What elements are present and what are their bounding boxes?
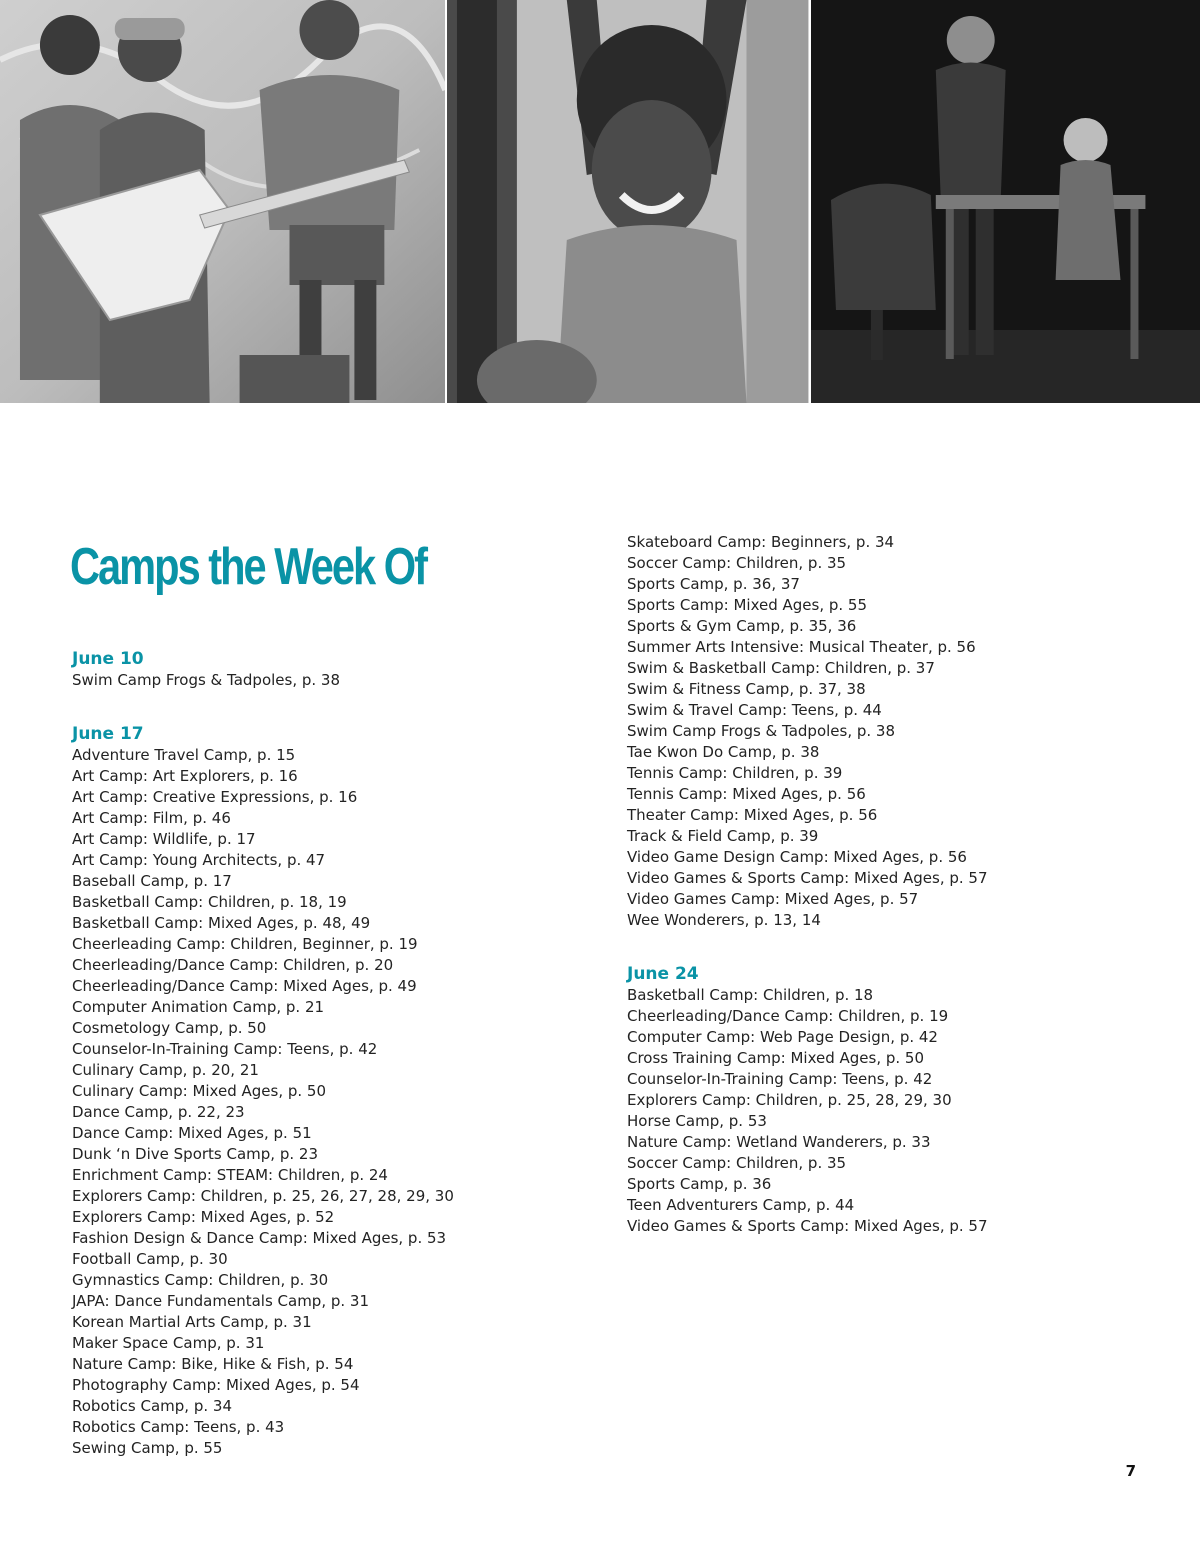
camp-list-item: Soccer Camp: Children, p. 35 [627, 554, 847, 572]
camp-list-item: Video Games & Sports Camp: Mixed Ages, p. 57 [627, 1217, 988, 1235]
camp-list-item: Explorers Camp: Mixed Ages, p. 52 [72, 1208, 335, 1226]
camp-list-item: Photography Camp: Mixed Ages, p. 54 [72, 1376, 360, 1394]
camp-list-item: Swim & Basketball Camp: Children, p. 37 [627, 659, 935, 677]
camp-list-item: Dance Camp: Mixed Ages, p. 51 [72, 1124, 312, 1142]
camp-list-item: Fashion Design & Dance Camp: Mixed Ages, p. 53 [72, 1229, 447, 1247]
camp-list-item: Tae Kwon Do Camp, p. 38 [627, 743, 820, 761]
camp-list-item: Gymnastics Camp: Children, p. 30 [72, 1271, 329, 1289]
camp-list-item: Robotics Camp: Teens, p. 43 [72, 1418, 285, 1436]
camp-list-item: Tennis Camp: Children, p. 39 [627, 764, 843, 782]
photo-teens-guitar [0, 0, 445, 403]
camp-list-item: Computer Animation Camp, p. 21 [72, 998, 325, 1016]
camp-list-item: Maker Space Camp, p. 31 [72, 1334, 265, 1352]
camp-list-item: Computer Camp: Web Page Design, p. 42 [627, 1028, 938, 1046]
camp-list-item: Cheerleading/Dance Camp: Children, p. 20 [72, 956, 394, 974]
camp-list-item: Counselor-In-Training Camp: Teens, p. 42 [72, 1040, 378, 1058]
camp-list-item: Adventure Travel Camp, p. 15 [72, 746, 296, 764]
camp-list-item: Enrichment Camp: STEAM: Children, p. 24 [72, 1166, 388, 1184]
camp-list-item: Sports & Gym Camp, p. 35, 36 [627, 617, 857, 635]
week-heading: June 10 [72, 649, 144, 669]
camp-list-item: Swim & Fitness Camp, p. 37, 38 [627, 680, 866, 698]
camp-list-item: Summer Arts Intensive: Musical Theater, p. 56 [627, 638, 976, 656]
camp-list [627, 985, 1147, 1237]
camp-list-item: Cross Training Camp: Mixed Ages, p. 50 [627, 1049, 925, 1067]
camp-list-item: Sports Camp, p. 36, 37 [627, 575, 800, 593]
week-heading: June 24 [627, 964, 699, 984]
week-section-june-17-continued [627, 532, 1147, 931]
camp-list-item: Nature Camp: Wetland Wanderers, p. 33 [627, 1133, 931, 1151]
camp-list-item: Theater Camp: Mixed Ages, p. 56 [627, 806, 878, 824]
camp-list-item: Wee Wonderers, p. 13, 14 [627, 911, 821, 929]
week-section-june-10 [72, 648, 592, 691]
camp-list [72, 670, 592, 691]
camp-list-item: Swim Camp Frogs & Tadpoles, p. 38 [72, 671, 341, 689]
camp-list-item: Swim & Travel Camp: Teens, p. 44 [627, 701, 882, 719]
camp-list-item: Cosmetology Camp, p. 50 [72, 1019, 267, 1037]
camp-list-item: Soccer Camp: Children, p. 35 [627, 1154, 847, 1172]
photo-teens-guitar-image [0, 0, 445, 403]
camp-list-item: Dunk ‘n Dive Sports Camp, p. 23 [72, 1145, 318, 1163]
camp-list-item: Sewing Camp, p. 55 [72, 1439, 223, 1457]
camp-list-item: Basketball Camp: Mixed Ages, p. 48, 49 [72, 914, 371, 932]
camp-list-item: Culinary Camp, p. 20, 21 [72, 1061, 259, 1079]
camp-list-item: Explorers Camp: Children, p. 25, 28, 29, 30 [627, 1091, 952, 1109]
section-gap [627, 931, 1147, 963]
camp-list-item: Robotics Camp, p. 34 [72, 1397, 232, 1415]
camp-list-item: Korean Martial Arts Camp, p. 31 [72, 1313, 312, 1331]
camp-list [627, 532, 1147, 931]
camp-list-item: Art Camp: Wildlife, p. 17 [72, 830, 256, 848]
camp-list-item: Basketball Camp: Children, p. 18 [627, 986, 874, 1004]
camp-list-item: Tennis Camp: Mixed Ages, p. 56 [627, 785, 866, 803]
week-section-june-17 [72, 723, 592, 1459]
camp-list-item: Counselor-In-Training Camp: Teens, p. 42 [627, 1070, 933, 1088]
camp-list-item: Video Game Design Camp: Mixed Ages, p. 56 [627, 848, 967, 866]
camp-list [72, 745, 592, 1459]
photo-strip [0, 0, 1200, 403]
camp-list-item: Nature Camp: Bike, Hike & Fish, p. 54 [72, 1355, 354, 1373]
left-column [72, 648, 592, 1459]
camp-list-item: Explorers Camp: Children, p. 25, 26, 27, 28, 29, 30 [72, 1187, 454, 1205]
section-gap [72, 691, 592, 723]
camp-list-item: Cheerleading/Dance Camp: Children, p. 19 [627, 1007, 949, 1025]
camp-list-item: Art Camp: Young Architects, p. 47 [72, 851, 326, 869]
camp-list-item: Video Games Camp: Mixed Ages, p. 57 [627, 890, 919, 908]
camp-list-item: JAPA: Dance Fundamentals Camp, p. 31 [72, 1292, 370, 1310]
camp-list-item: Culinary Camp: Mixed Ages, p. 50 [72, 1082, 326, 1100]
camp-list-item: Sports Camp, p. 36 [627, 1175, 772, 1193]
right-column [627, 532, 1147, 1237]
camp-list-item: Art Camp: Art Explorers, p. 16 [72, 767, 298, 785]
camp-list-item: Horse Camp, p. 53 [627, 1112, 767, 1130]
photo-smiling-child [445, 0, 808, 403]
camp-list-item: Teen Adventurers Camp, p. 44 [627, 1196, 855, 1214]
camp-list-item: Sports Camp: Mixed Ages, p. 55 [627, 596, 868, 614]
photo-stage-scene-image [811, 0, 1200, 403]
camp-list-item: Cheerleading/Dance Camp: Mixed Ages, p. 49 [72, 977, 417, 995]
week-section-june-24 [627, 963, 1147, 1237]
camp-list-item: Cheerleading Camp: Children, Beginner, p. 19 [72, 935, 418, 953]
week-heading: June 17 [72, 724, 144, 744]
camp-list-item: Dance Camp, p. 22, 23 [72, 1103, 245, 1121]
camp-list-item: Swim Camp Frogs & Tadpoles, p. 38 [627, 722, 896, 740]
camp-list-item: Track & Field Camp, p. 39 [627, 827, 819, 845]
camp-list-item: Baseball Camp, p. 17 [72, 872, 232, 890]
camp-list-item: Football Camp, p. 30 [72, 1250, 228, 1268]
camp-list-item: Skateboard Camp: Beginners, p. 34 [627, 533, 895, 551]
page-title: Camps the Week Of [70, 538, 426, 596]
camp-list-item: Basketball Camp: Children, p. 18, 19 [72, 893, 347, 911]
photo-smiling-child-image [447, 0, 808, 403]
page-number: 7 [1125, 1462, 1136, 1480]
camp-list-item: Art Camp: Creative Expressions, p. 16 [72, 788, 358, 806]
camp-list-item: Video Games & Sports Camp: Mixed Ages, p. 57 [627, 869, 988, 887]
photo-stage-scene [809, 0, 1200, 403]
camp-list-item: Art Camp: Film, p. 46 [72, 809, 231, 827]
